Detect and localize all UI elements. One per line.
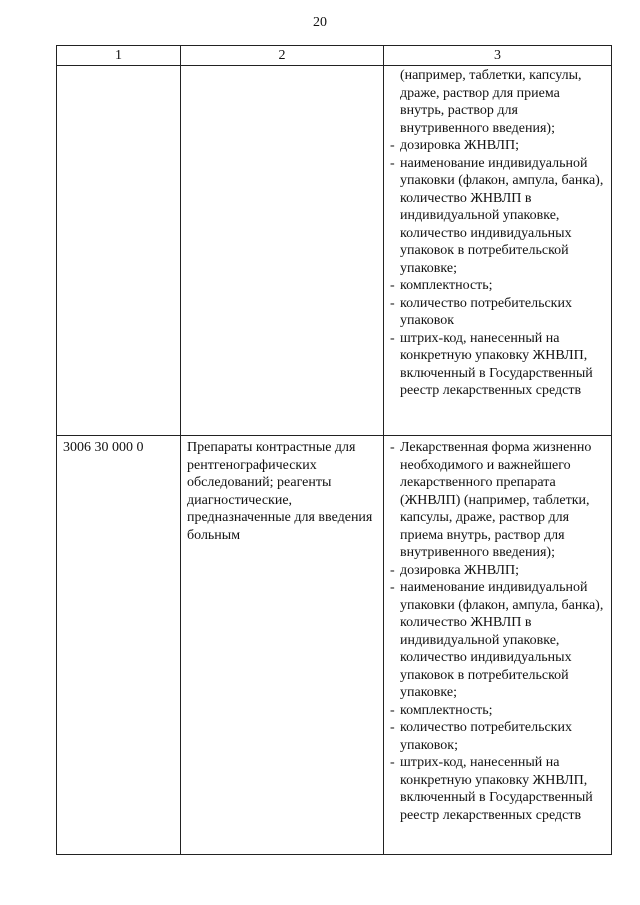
requirements-cell (384, 66, 612, 436)
requirement-item: - комплектность; (390, 702, 605, 720)
table-row (57, 66, 612, 436)
requirement-item: - дозировка ЖНВЛП; (390, 562, 605, 580)
requirement-item: - наименование индивидуальной упаковки (флакон, ампула, банка), количество ЖНВЛП в индивидуальной упаковке, количество индивидуальных упаковок в потребительской упаковке; (390, 155, 605, 278)
commodity-name-cell (181, 66, 384, 436)
requirement-item: - количество потребительских упаковок; (390, 719, 605, 754)
column-header-3: 3 (384, 46, 612, 66)
table-row (57, 436, 612, 855)
requirement-item: - дозировка ЖНВЛП; (390, 137, 605, 155)
requirement-item: - комплектность; (390, 277, 605, 295)
requirement-item: - штрих-код, нанесенный на конкретную упаковку ЖНВЛП, включенный в Государственный реестр лекарственных средств (390, 330, 605, 400)
requirements-list (390, 67, 605, 400)
column-header-2: 2 (181, 46, 384, 66)
page-number: 20 (313, 15, 327, 30)
requirement-item: - количество потребительских упаковок (390, 295, 605, 330)
requirement-item: - наименование индивидуальной упаковки (флакон, ампула, банка), количество ЖНВЛП в индивидуальной упаковке, количество индивидуальных упаковок в потребительской упаковке; (390, 579, 605, 702)
requirement-item: - штрих-код, нанесенный на конкретную упаковку ЖНВЛП, включенный в Государственный реестр лекарственных средств (390, 754, 605, 824)
commodity-table (56, 45, 612, 855)
requirement-item: (например, таблетки, капсулы, драже, раствор для приема внутрь, раствор для внутривенного введения); (400, 68, 582, 136)
column-header-1: 1 (57, 46, 181, 66)
requirement-item: - Лекарственная форма жизненно необходимого и важнейшего лекарственного препарата (ЖНВЛП) (например, таблетки, капсулы, драже, раствор для приема внутрь, раствор для внутривенного введения); (390, 439, 605, 562)
requirements-list (390, 439, 605, 824)
commodity-code-cell: 3006 30 000 0 (57, 436, 181, 855)
requirements-cell (384, 436, 612, 855)
table-header-row (57, 46, 612, 66)
commodity-code-cell (57, 66, 181, 436)
commodity-name-cell: Препараты контрастные для рентгенографических обследований; реагенты диагностические, предназначенные для введения больным (181, 436, 384, 855)
